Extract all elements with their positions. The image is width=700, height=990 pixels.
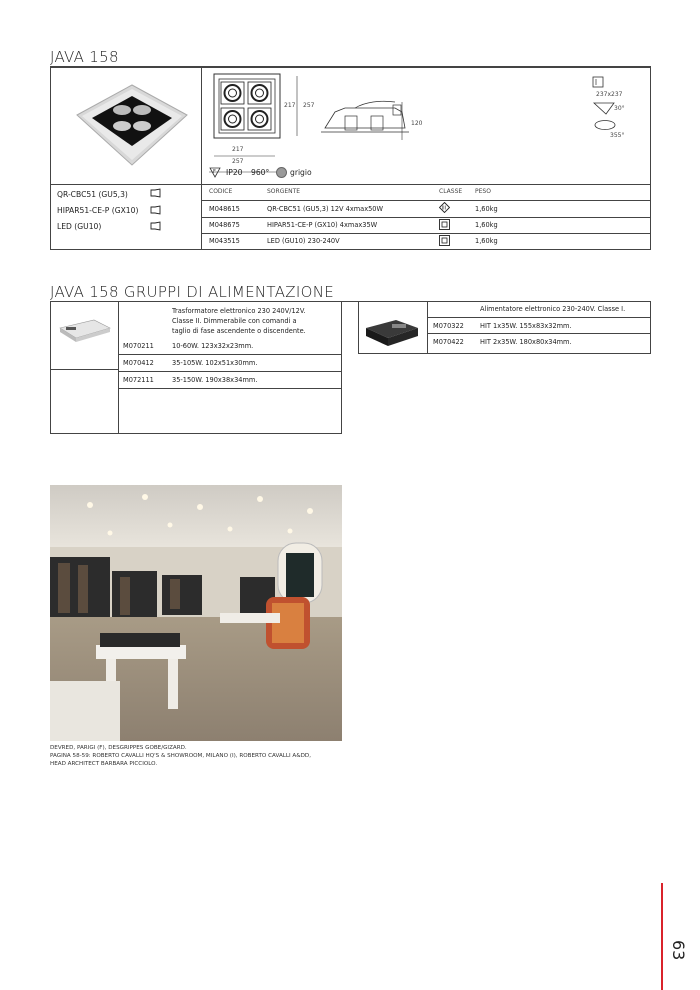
lamp-icon (150, 188, 162, 198)
transformer-photo (56, 318, 112, 344)
product-title: JAVA 158 (50, 48, 119, 66)
dim-height-257: 257 (303, 102, 315, 109)
description-line: Classe II. Dimmerabile con comandi a (172, 317, 297, 325)
header-sorgente: SORGENTE (267, 188, 301, 195)
source-item: HIPAR51-CE-P (GX10) (57, 206, 139, 215)
row-spec: HIT 2x35W. 180x80x34mm. (480, 338, 572, 346)
class-ii-icon (439, 219, 450, 230)
glow-wire-temp: 960° (251, 168, 270, 177)
box-rule (427, 317, 651, 318)
class-ii-icon (439, 235, 450, 246)
dim-width-217: 217 (232, 146, 244, 153)
product-photo (62, 80, 192, 170)
source-item: LED (GU10) (57, 222, 102, 231)
row-code: M070322 (433, 322, 464, 330)
store-photo (50, 485, 342, 741)
row-peso: 1,60kg (475, 237, 498, 245)
row-sorgente: QR-CBC51 (GU5,3) 12V 4xmax50W (267, 205, 384, 213)
tilt-icon (592, 100, 616, 116)
ip-triangle-icon (209, 167, 221, 178)
dim-depth-120: 120 (411, 120, 423, 127)
row-spec: 10-60W. 123x32x23mm. (172, 342, 254, 350)
photo-caption (50, 744, 311, 768)
description-line: taglio di fase ascendente o discendente. (172, 327, 306, 335)
table-rule (201, 200, 651, 201)
row-codice: M043515 (209, 237, 240, 245)
source-item: QR-CBC51 (GU5,3) (57, 190, 128, 199)
table-rule (201, 217, 651, 218)
svg-text:F: F (213, 169, 216, 175)
accent-rule (661, 883, 663, 990)
caption-line: DEVRED, PARIGI (F), DESGRIPPES GOBE/GIZARD. (50, 745, 187, 751)
class-iii-icon (439, 202, 450, 213)
section-title: JAVA 158 GRUPPI DI ALIMENTAZIONE (50, 283, 334, 301)
row-spec: HIT 1x35W. 155x83x32mm. (480, 322, 572, 330)
row-spec: 35-150W. 190x38x34mm. (172, 376, 258, 384)
lamp-icon (150, 221, 162, 231)
row-peso: 1,60kg (475, 221, 498, 229)
spec-divider (201, 67, 202, 250)
caption-line: PAGINA 58-59: ROBERTO CAVALLI HQ'S & SHOWROOM, MILANO (I), ROBERTO CAVALLI A&DD, (50, 753, 312, 759)
table-rule (201, 233, 651, 234)
header-peso: PESO (475, 188, 491, 195)
transformer-description (172, 306, 306, 336)
box-rule (50, 369, 118, 370)
dim-width-257: 257 (232, 158, 244, 165)
dim-height-217: 217 (284, 102, 296, 109)
box-divider (427, 302, 428, 354)
box-rule (118, 354, 342, 355)
color-label: grigio (290, 168, 312, 177)
ballast-description: Alimentatore elettronico 230-240V. Classe I. (480, 305, 626, 313)
spec-hrule (50, 184, 651, 185)
row-codice: M048615 (209, 205, 240, 213)
box-rule (118, 388, 342, 389)
row-sorgente: HIPAR51-CE-P (GX10) 4xmax35W (267, 221, 378, 229)
row-code: M070412 (123, 359, 154, 367)
page-number: 63 (669, 940, 688, 961)
row-peso: 1,60kg (475, 205, 498, 213)
rotate-angle: 355° (610, 132, 625, 139)
row-sorgente: LED (GU10) 230-240V (267, 237, 340, 245)
header-codice: CODICE (209, 188, 233, 195)
row-code: M072111 (123, 376, 154, 384)
caption-line: HEAD ARCHITECT BARBARA PICCIOLO. (50, 761, 158, 767)
row-code: M070422 (433, 338, 464, 346)
svg-text:III: III (441, 205, 447, 212)
tilt-angle: 30° (614, 105, 625, 112)
row-spec: 35-105W. 102x51x30mm. (172, 359, 258, 367)
color-swatch-grigio (276, 167, 287, 178)
cutout-icon (590, 75, 606, 89)
cutout-size: 237x237 (596, 91, 623, 98)
ip-rating: IP20 (226, 168, 243, 177)
ballast-photo (362, 316, 422, 348)
lamp-icon (150, 205, 162, 215)
row-code: M070211 (123, 342, 154, 350)
box-divider (118, 302, 119, 434)
header-classe: CLASSE (439, 188, 463, 195)
description-line: Trasformatore elettronico 230 240V/12V. (172, 307, 306, 315)
row-codice: M048675 (209, 221, 240, 229)
box-rule (118, 371, 342, 372)
rotate-icon (593, 118, 617, 132)
box-rule (427, 333, 651, 334)
